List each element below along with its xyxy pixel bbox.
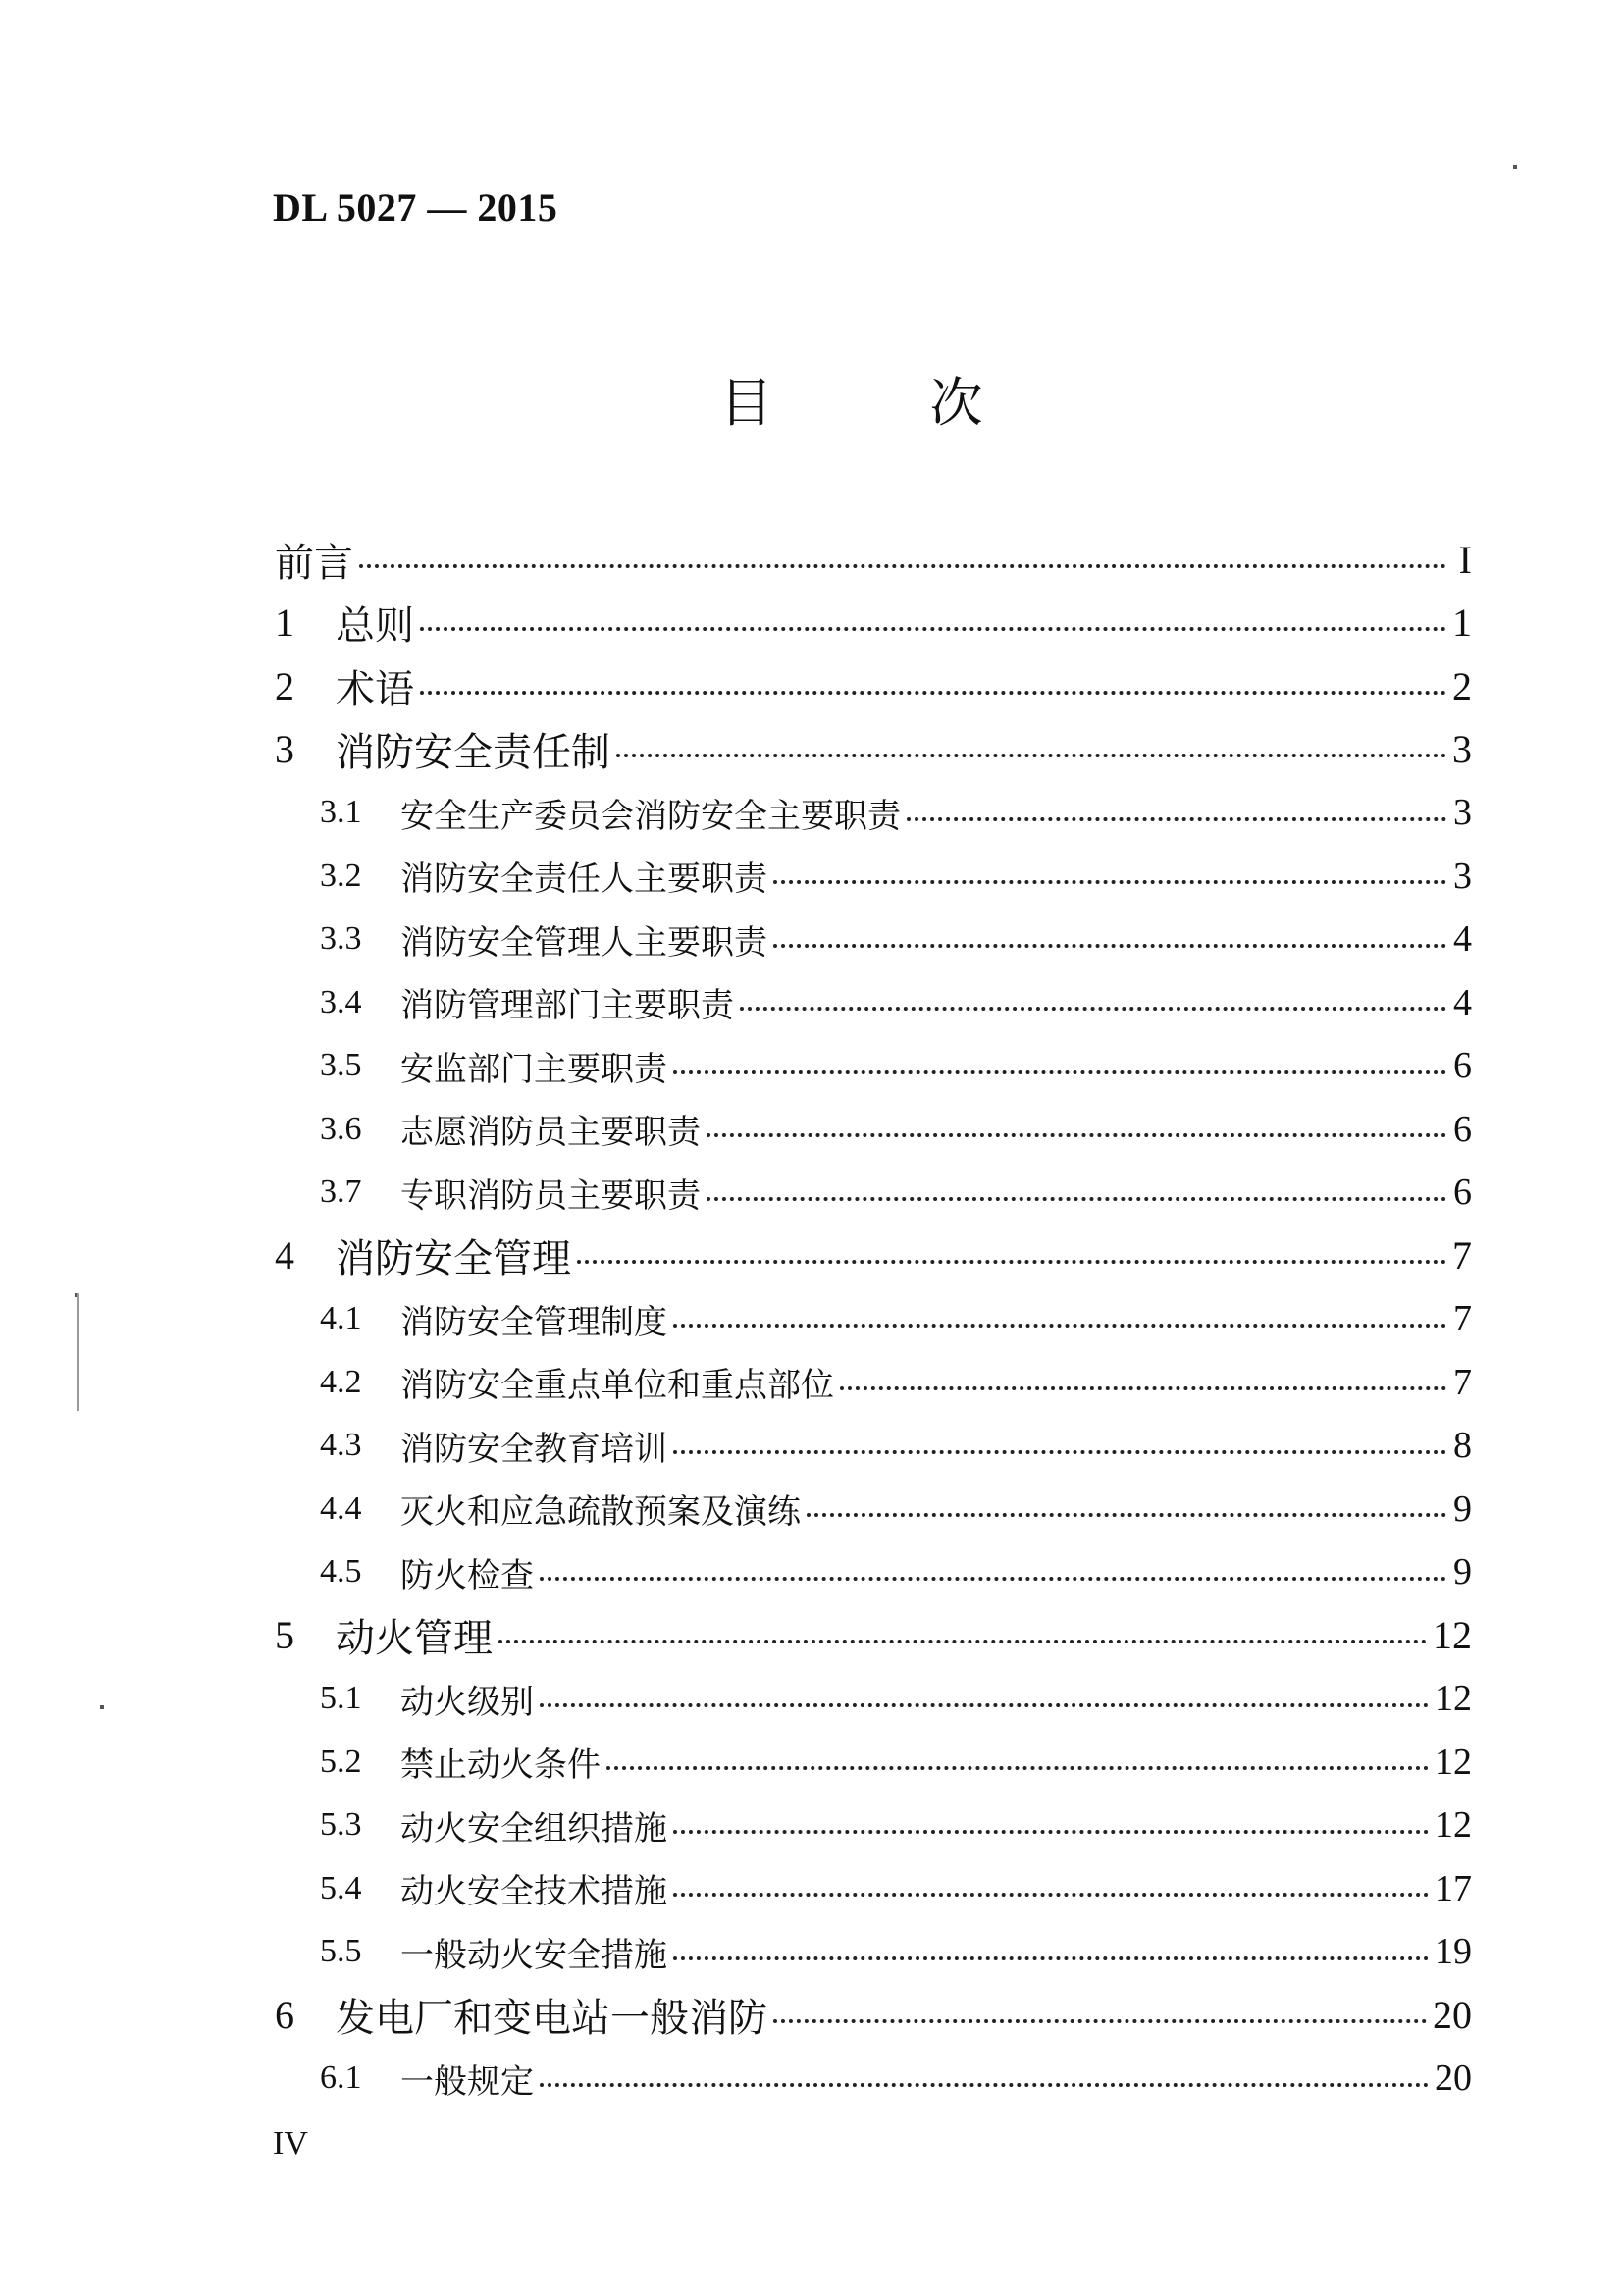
toc-entry-page: 20	[1433, 1993, 1472, 2037]
toc-entry[interactable]	[275, 1796, 1472, 1854]
toc-entry-page: 12	[1435, 1804, 1472, 1846]
toc-dot-leader	[673, 1323, 1446, 1328]
toc-entry[interactable]	[275, 783, 1472, 842]
toc-entry-page: 17	[1435, 1867, 1472, 1909]
toc-entry-label: 发电厂和变电站一般消防	[336, 1996, 767, 2041]
toc-dot-leader	[616, 753, 1446, 757]
toc-entry-label: 一般规定	[400, 2061, 534, 2102]
toc-entry-page: 6	[1453, 1172, 1472, 1213]
toc-entry-label: 志愿消防员主要职责	[400, 1113, 701, 1152]
toc-entry-label: 安全生产委员会消防安全主要职责	[400, 796, 901, 836]
toc-entry-number: 5	[275, 1613, 294, 1657]
toc-entry-page: 12	[1435, 1741, 1472, 1783]
toc-dot-leader	[540, 1702, 1429, 1707]
toc-dot-leader	[707, 1132, 1446, 1137]
toc-dot-leader	[840, 1385, 1446, 1390]
toc-entry-label: 动火管理	[336, 1616, 493, 1661]
toc-entry-label: 消防安全责任制	[336, 730, 610, 775]
toc-entry-page: 3	[1453, 792, 1472, 833]
toc-entry-number: 4.2	[320, 1363, 362, 1400]
toc-entry-label: 消防安全管理	[336, 1236, 571, 1281]
toc-dot-leader	[420, 626, 1446, 631]
toc-entry-label: 总则	[336, 603, 414, 649]
toc-entry[interactable]	[275, 1289, 1472, 1348]
toc-entry[interactable]	[275, 973, 1472, 1032]
toc-entry-page: 7	[1452, 1233, 1472, 1278]
toc-entry[interactable]	[275, 1986, 1472, 2045]
toc-entry-number: 1	[275, 600, 294, 645]
toc-dot-leader	[498, 1639, 1427, 1643]
toc-entry-label: 消防安全教育培训	[400, 1429, 667, 1469]
toc-entry-page: 1	[1452, 600, 1472, 645]
toc-dot-leader	[673, 1956, 1429, 1960]
toc-entry[interactable]	[275, 594, 1472, 652]
toc-entry-number: 4.4	[320, 1489, 362, 1527]
toc-entry-label: 防火检查	[400, 1555, 534, 1595]
toc-entry-page: 12	[1435, 1678, 1472, 1719]
toc-dot-leader	[907, 816, 1446, 821]
toc-entry[interactable]	[275, 910, 1472, 968]
toc-entry-page: 4	[1453, 981, 1472, 1023]
toc-dot-leader	[359, 563, 1446, 568]
toc-entry[interactable]	[275, 1226, 1472, 1285]
scan-margin-mark	[77, 1293, 79, 1411]
toc-entry-number: 3.7	[320, 1174, 362, 1210]
toc-entry[interactable]	[275, 656, 1472, 715]
toc-entry[interactable]	[275, 1922, 1472, 1981]
toc-title-char-2: 次	[929, 372, 983, 434]
toc-dot-leader	[773, 943, 1446, 948]
toc-entry-number: 6.1	[320, 2060, 362, 2096]
toc-entry-number: 5.1	[320, 1680, 362, 1716]
toc-title	[0, 372, 1624, 434]
toc-entry-page: 7	[1453, 1361, 1472, 1403]
toc-entry-label: 消防管理部门主要职责	[400, 986, 734, 1025]
toc-entry-number: 3.5	[320, 1047, 362, 1083]
toc-entry-number: 3	[275, 727, 294, 771]
toc-entry-label: 安监部门主要职责	[400, 1049, 667, 1089]
toc-entry-label: 动火安全组织措施	[400, 1808, 667, 1849]
toc-dot-leader	[773, 2018, 1427, 2023]
toc-entry-number: 3.3	[320, 920, 362, 957]
toc-entry-label: 前言	[275, 540, 353, 586]
toc-dot-leader	[606, 1765, 1429, 1770]
toc-entry[interactable]	[275, 1669, 1472, 1728]
toc-dot-leader	[707, 1196, 1446, 1201]
toc-entry-label: 动火安全技术措施	[400, 1872, 667, 1911]
toc-entry-number: 5.3	[320, 1806, 362, 1843]
toc-entry[interactable]	[275, 1480, 1472, 1539]
toc-entry-number: 3.1	[320, 794, 362, 830]
toc-entry-number: 4.1	[320, 1300, 362, 1336]
scan-speck	[100, 1705, 104, 1709]
toc-entry-number: 2	[275, 663, 294, 708]
toc-dot-leader	[740, 1006, 1446, 1011]
toc-dot-leader	[540, 1576, 1446, 1581]
toc-entry-number: 4	[275, 1233, 294, 1278]
page-number: IV	[273, 2125, 308, 2162]
toc-entry-page: 9	[1453, 1551, 1472, 1592]
toc-entry-number: 6	[275, 1993, 294, 2037]
toc-entry-label: 消防安全管理人主要职责	[400, 922, 767, 963]
toc-entry-label: 灭火和应急疏散预案及演练	[400, 1492, 801, 1532]
toc-entry-label: 专职消防员主要职责	[400, 1175, 701, 1216]
toc-entry-label: 消防安全责任人主要职责	[400, 860, 767, 899]
toc-entry[interactable]	[275, 1606, 1472, 1665]
toc-dot-leader	[673, 1892, 1429, 1897]
toc-entry[interactable]	[275, 1100, 1472, 1159]
toc-entry-number: 5.2	[320, 1743, 362, 1780]
toc-entry-number: 3.4	[320, 983, 362, 1020]
toc-dot-leader	[577, 1259, 1446, 1264]
toc-entry[interactable]	[275, 1733, 1472, 1792]
toc-entry-page: 12	[1433, 1613, 1472, 1657]
toc-entry[interactable]	[275, 1163, 1472, 1222]
toc-entry-number: 3.2	[320, 857, 362, 894]
toc-entry-label: 禁止动火条件	[400, 1746, 601, 1785]
toc-dot-leader	[673, 1829, 1429, 1834]
toc-entry-label: 一般动火安全措施	[400, 1935, 667, 1975]
toc-entry-page: 3	[1452, 727, 1472, 771]
toc-entry-label: 术语	[336, 666, 414, 712]
toc-entry-number: 4.3	[320, 1427, 362, 1463]
toc-entry-page: 19	[1435, 1931, 1472, 1972]
toc-entry-number: 4.5	[320, 1553, 362, 1590]
toc-title-char-1: 目	[719, 372, 773, 434]
toc-dot-leader	[807, 1512, 1446, 1517]
toc-entry-label: 消防安全管理制度	[400, 1302, 667, 1342]
toc-entry-page: 6	[1453, 1108, 1472, 1150]
toc-entry[interactable]	[275, 2049, 1472, 2108]
toc-entry-number: 5.4	[320, 1869, 362, 1906]
toc-entry[interactable]	[275, 1859, 1472, 1918]
toc-entry[interactable]	[275, 720, 1472, 779]
toc-entry-label: 动火级别	[400, 1682, 534, 1722]
toc-entry-page: 3	[1453, 855, 1472, 897]
toc-entry-page: 6	[1453, 1045, 1472, 1086]
toc-entry[interactable]	[275, 847, 1472, 906]
toc-entry-number: 3.6	[320, 1110, 362, 1147]
toc-entry-page: 9	[1453, 1487, 1472, 1530]
toc-entry-page: 2	[1452, 663, 1472, 708]
toc-entry[interactable]	[275, 1036, 1472, 1095]
toc-entry-page: 8	[1453, 1425, 1472, 1466]
standard-code: DL 5027 — 2015	[273, 185, 558, 230]
toc-entry-page: 7	[1453, 1298, 1472, 1339]
toc-entry-page: 4	[1453, 918, 1472, 960]
toc-dot-leader	[540, 2082, 1429, 2087]
toc-dot-leader	[673, 1069, 1446, 1074]
toc-entry-page: 20	[1435, 2058, 1472, 2099]
toc-entry[interactable]	[275, 1416, 1472, 1475]
toc-dot-leader	[773, 879, 1446, 884]
toc-dot-leader	[673, 1449, 1446, 1454]
toc-entry[interactable]	[275, 530, 1472, 589]
scan-speck	[1513, 165, 1517, 169]
toc-entry-number: 5.5	[320, 1933, 362, 1969]
toc-entry-page: I	[1458, 537, 1472, 582]
toc-entry-label: 消防安全重点单位和重点部位	[400, 1366, 834, 1405]
toc-entry[interactable]	[275, 1542, 1472, 1601]
toc-entry[interactable]	[275, 1353, 1472, 1412]
toc-dot-leader	[420, 690, 1446, 695]
